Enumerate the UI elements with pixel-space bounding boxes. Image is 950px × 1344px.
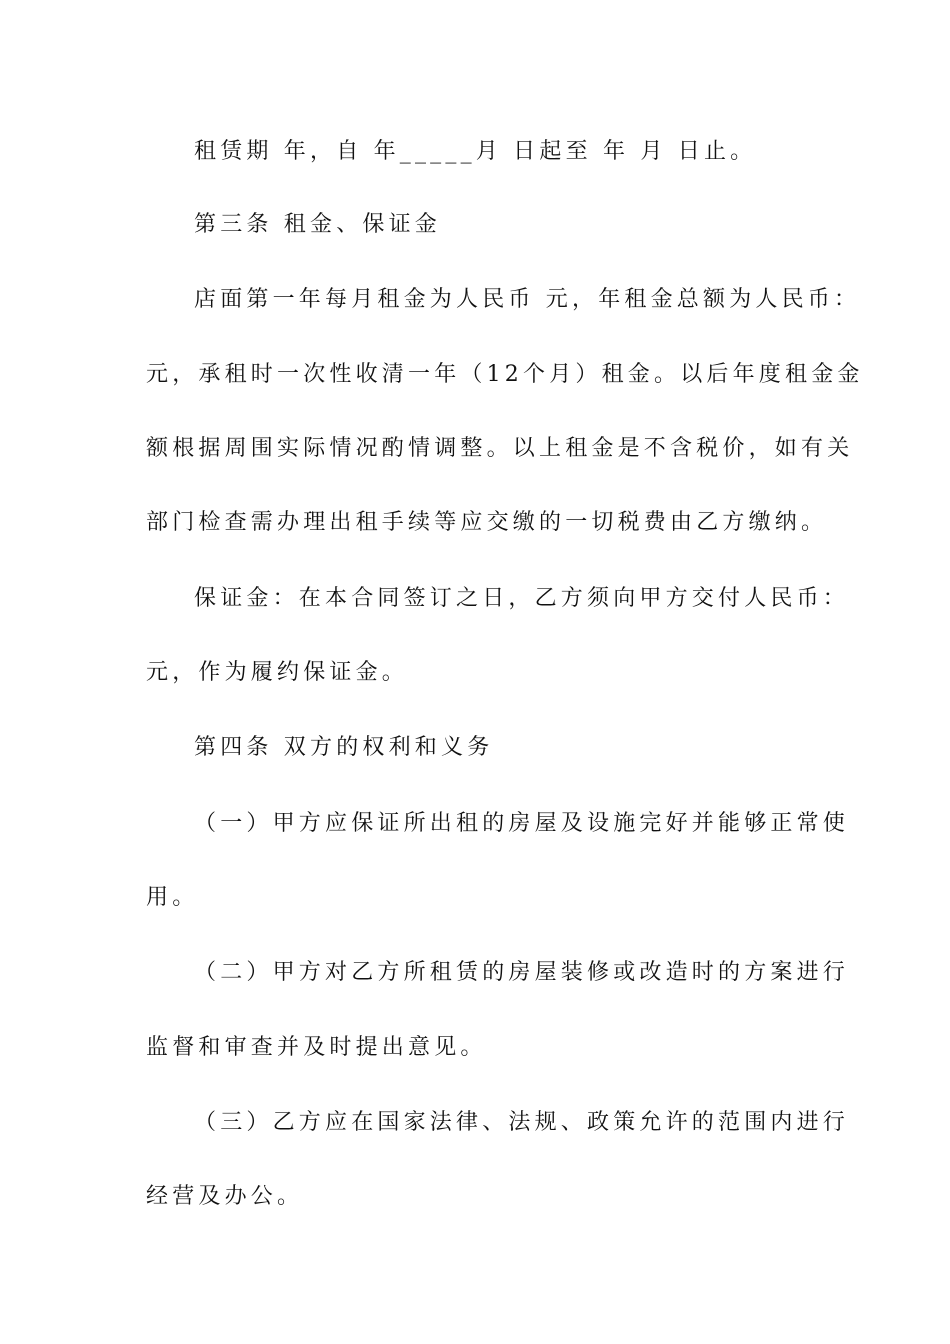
lease-term-line: 租赁期 年，自 年_____月 日起至 年 月 日止。	[194, 139, 757, 164]
deposit-paragraph-line-1: 保证金：在本合同签订之日，乙方须向甲方交付人民币：	[194, 586, 850, 611]
rent-paragraph-line-2: 元，承租时一次性收清一年（12个月）租金。以后年度租金金	[146, 362, 864, 387]
clause-two-line-1: （二）甲方对乙方所租赁的房屋装修或改造时的方案进行	[194, 960, 850, 985]
rent-paragraph-line-4: 部门检查需办理出租手续等应交缴的一切税费由乙方缴纳。	[146, 510, 828, 535]
article-three-heading: 第三条 租金、保证金	[194, 212, 441, 237]
article-four-heading: 第四条 双方的权利和义务	[194, 735, 494, 760]
clause-three-line-2: 经营及办公。	[146, 1184, 304, 1209]
clause-two-line-2: 监督和审查并及时提出意见。	[146, 1035, 487, 1060]
rent-paragraph-line-3: 额根据周围实际情况酌情调整。以上租金是不含税价，如有关	[146, 436, 854, 461]
rent-paragraph-line-1: 店面第一年每月租金为人民币 元，年租金总额为人民币：	[194, 287, 861, 312]
deposit-paragraph-line-2: 元，作为履约保证金。	[146, 660, 409, 685]
clause-one-line-1: （一）甲方应保证所出租的房屋及设施完好并能够正常使	[194, 811, 850, 836]
clause-three-line-1: （三）乙方应在国家法律、法规、政策允许的范围内进行	[194, 1110, 850, 1135]
clause-one-line-2: 用。	[146, 885, 199, 910]
